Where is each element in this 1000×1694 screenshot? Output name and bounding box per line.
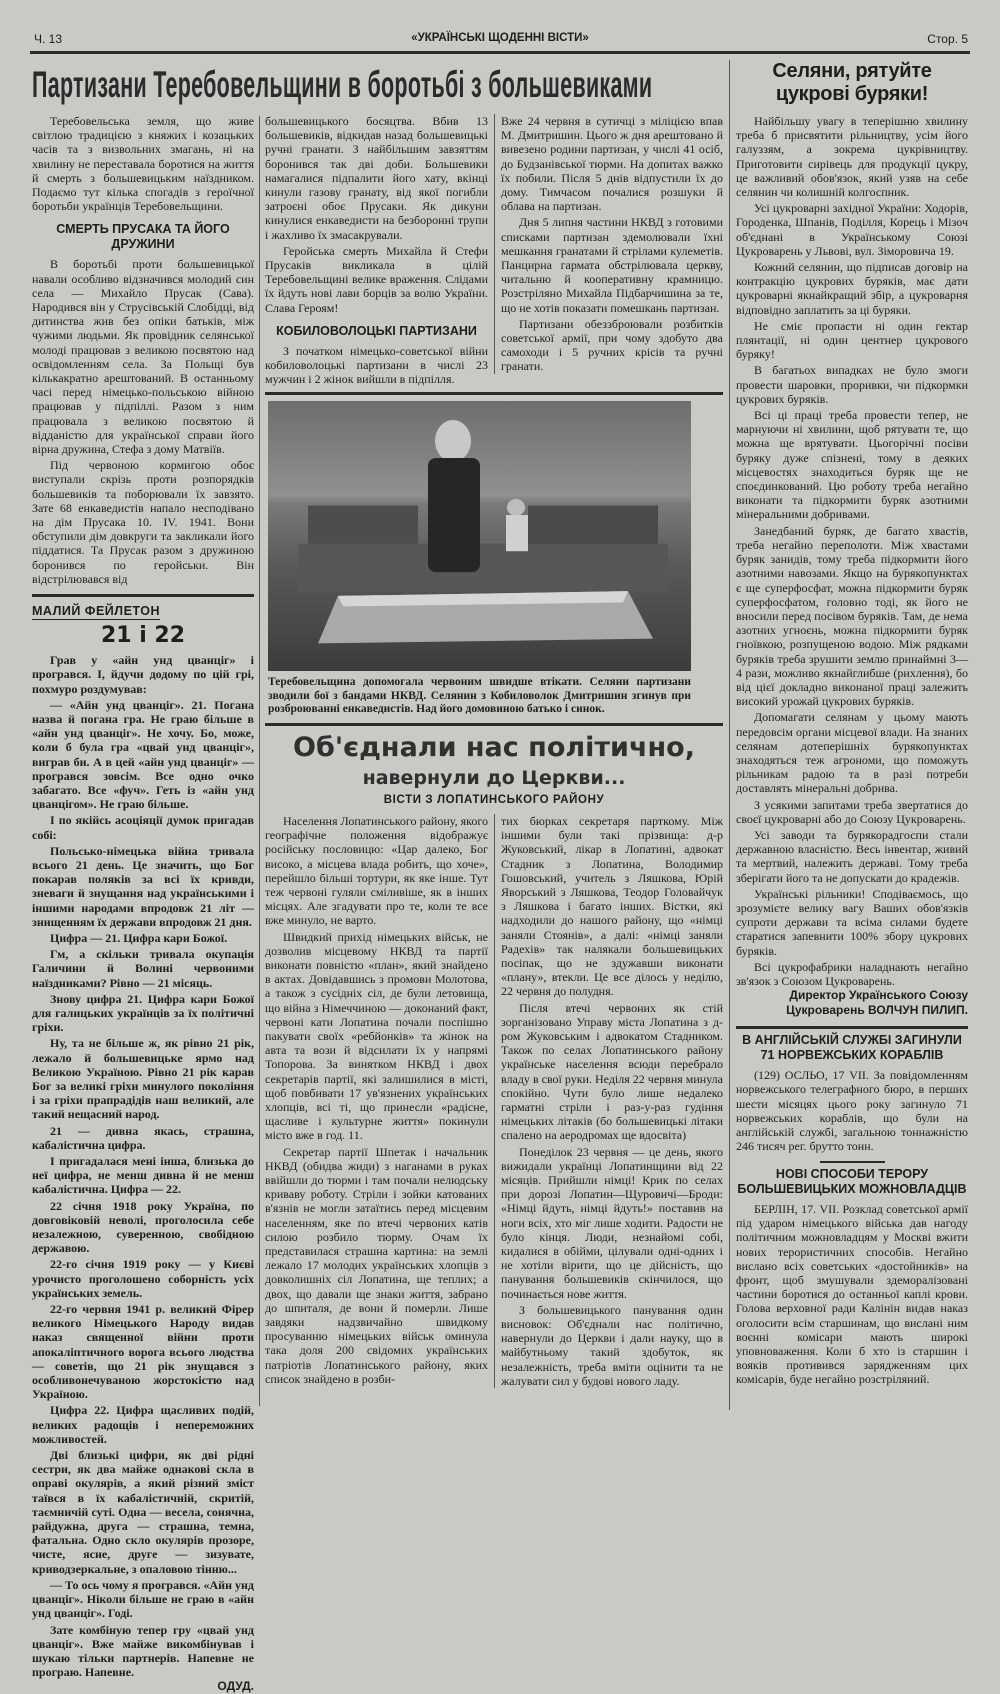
column-rule xyxy=(729,60,730,1410)
partisans-col1 xyxy=(32,114,254,1694)
paragraph: Дня 5 липня частини НКВД з готовими списками партизан здемолювали їхні мешкання гранатами й стрілами кулеметів. Панцирна гармата обстрілювала церкву, читальню й кооперативну крамницю. Розстріляно Михайла Підбарчишина за те, що не хотів показати помешкань партизан. xyxy=(501,215,723,315)
section-divider xyxy=(736,1026,968,1029)
paragraph: Дві близькі цифри, як дві рідні сестри, як два майже однакові скла в оправі окулярів, а який різний зміст таївся в їх кабалістичній, скритій, таємничій суті. Одна — весела, сонячна, райдужна, друга — страшна, темна, фатальна. Одно скло окулярів прозоре, чисте, ясне, друге — зизувате, криводзеркальне, з опаловою тінню... xyxy=(32,1448,254,1576)
paragraph: Зате комбіную тепер гру «цвай унд цванціг». Вже майже викомбінував і шукаю тільки партнерів. Напевне не програю. Напевне. xyxy=(32,1622,254,1680)
lopatyn-subtitle: ВІСТИ З ЛОПАТИНСЬКОГО РАЙОНУ xyxy=(383,793,605,806)
paragraph: — «Айн унд цванціг». 21. Погана назва й погана гра. Не граю більше в «айн унд цванціг». Не хочу. Бо, може, коли б була гра «цвай унд цванціг», виграв би. А в цей «айн унд цванціг» — програвся зовсім. Все одно очко забагато. Все «фуч». Геть із «айн унд цванцігом». Не граю більше. xyxy=(32,697,254,812)
page-number: Стор. 5 xyxy=(927,32,968,46)
paragraph: Населення Лопатинського району, якого географічне положення відображує російську пословицю: «Цар далеко, Бог високо, а місцева влада робить, що хоче», перейшло більші тортури, як яке інше. Тут теж червоні гуляли сміливіше, як в інших місцях. Але згадувати про те, коли те все вже минуло, не варто. xyxy=(265,813,488,928)
paragraph: БЕРЛІН, 17. VII. Розклад советської армії під ударом німецького війська дав нагоду політичним можновладцям у Москві вжити нових терористичних способів. Негайно вислано всіх советських «достойників» на фронт, щоб змушували здеморалізовані частини боротися до останньої каплі крови. Голова верховної ради Калінін видав наказ оголосити всім старшинам, що вислані ним воєнні комісари мають широкі уповноваження. Коли б хто із старшин і вояків противився зарядженням цих комісарів, буде негайно розстріляний. xyxy=(736,1201,968,1387)
paragraph: З усякими запитами треба звертатися до своєї цукроварні або до Союзу Цукроварень. xyxy=(736,797,968,826)
paragraph: Понеділок 23 червня — це день, якого вижидали українці Лопатинщини від 22 місяців. Прийшли німці! Крик по селах при дорозі Лопатин—Щуровичі—Броди: «Німці йдуть, німці йдуть!» поставив на ноги всіх, хто міг лише ходити. Радости не було кінця. Люди, незнайомі собі, кидалися в обійми, цілували одні-одних і не хотіли вірити, що це дійсність, що панування большевиків скінчилося, що починається нове життя. xyxy=(501,1144,723,1301)
paragraph: Цифра — 21. Цифра кари Божої. xyxy=(50,930,228,945)
right-column xyxy=(736,60,968,1387)
paragraph: З большевицького панування один висновок: Об'єднали нас політично, навернули до Церкви і дали науку, що в майбутньому такий здобуток, як незалежність, треба вміти оцінити та не жалувати сил у будові нового ладу. xyxy=(501,1302,723,1388)
paragraph: Партизани обеззброювали розбитків советської армії, при чому здобуто два самоходи і 5 ручних крісів та ручні гранати. xyxy=(501,316,723,374)
column-rule xyxy=(259,116,260,1406)
partisans-headline: Партизани Теребовельщини в боротьбі з большевиками xyxy=(32,64,653,105)
paragraph: Секретар партії Шпетак і начальник НКВД (обидва жиди) з наганами в руках ввійшли до тюрми і там почали нелюдську криваву роботу. Стріли і зойки катованих в'язнів не могли затаїтись перед місцевим населенням, яке по втечі червоних катів силою розбило тюрму. Очам їх представилася страшна картина: на землі лежало 17 молодих українських хлопців з довколишніх сіл Лопатина, ще теплих; а двох, що давали ще знаки життя, забрано до шпиталя, де вони й померли. Лише завдяки надзвичайно швидкому просуванню німецьких військ оминула така доля 200 свідомих українських патріотів Лопатинського району, яких список знайдено в розби- xyxy=(265,1144,488,1386)
paragraph: Під червоною кормигою обоє виступали скрізь проти розпорядків большевиків та поборювали їх завзято. Зате 68 енкаведистів напало несподівано на дім Прусака 10. IV. 1941. Вони обступили дім довкруги та закликали його піддатися. Та Прусак разом з дружиною боронився по геройськи. Він відстрілювався від xyxy=(32,458,254,586)
paragraph: В багатьох випадках не було змоги провести шаровки, проривки, чи підкормки цукрових буряків. xyxy=(736,363,968,406)
partisans-col2 xyxy=(265,114,488,386)
paragraph: — То ось чому я програвся. «Айн унд цванціг». Ніколи більше не граю в «айн унд цванціг». Годі. xyxy=(32,1577,254,1621)
newspaper-title: «УКРАЇНСЬКІ ЩОДЕННІ ВІСТИ» xyxy=(411,32,589,44)
paragraph: Цифра 22. Цифра щасливих подій, великих радощів і непереможних можливостей. xyxy=(32,1403,254,1446)
paragraph: Усі заводи та бурякорадгоспи стали державною власністю. Весь інвентар, живий та мертвий, належить державі. Тому треба зберігати його та не допускати до крадежів. xyxy=(736,827,968,885)
norway-title: В АНГЛІЙСЬКІЙ СЛУЖБІ ЗАГИНУЛИ 71 НОРВЕЖСЬКИХ КОРАБЛІВ xyxy=(742,1033,962,1063)
paragraph: (129) ОСЛЬО, 17 VII. За повідомленням норвежського телеграфного бюро, в перших шести місяцях цього року загинуло 71 норвежських кораблів, що були на англійській службі, загальною тоннажністю 246 тисяч рег. брутто тонн. xyxy=(736,1068,968,1154)
paragraph: Швидкий прихід німецьких військ, не дозволив місцевому НКВД та партії виконати повністю «план», який знайдено в актах. Довідавшись з промови Молотова, а також з сусідніх сіл, де були летовища, що війна з Німеччиною — доконаний факт, червоні кати Лопатина почали поспішно пакувати своїх «ребйонків» та жінок на авта та вози й відсилати їх у напрямі Топорова. За винятком НКВД і двох секретарів партії, які залишилися в місті, щоб повбивати 17 ув'язнених українських хлопців, всі ті, що принесли «радісне, щасливе і культурне життя» покинули місто вже в год. 11. xyxy=(265,929,488,1143)
paragraph-group xyxy=(32,257,254,586)
paragraph: 22 січня 1918 року Україна, по довговіковій неволі, проголосила себе незалежною, суверенною, свобідною державою. xyxy=(32,1198,254,1256)
paragraph: Не сміє пропасти ні один гектар плянтації, ні один центнер цукрового буряку! xyxy=(736,318,968,362)
paragraph-group xyxy=(32,114,254,213)
paragraph: Теребовельська земля, що живе світлою традицією з княжих і козацьких часів та з визвольних змагань, ні на хвилину не переставала боротися на життя й смерть з большевицьким наїздником. Подаємо тут кілька спогадів з героїчної боротьби українців Теребовельщини. xyxy=(32,114,254,214)
partisans-col3 xyxy=(494,114,723,374)
paragraph: Ну, та не більше ж, як рівно 21 рік, лежало й большевицьке ярмо над Великою Україною. Рівно 21 рік карав Бог за великі гріхи минулого покоління і за гріхи прапрадідів наш великий, але такий нещасний народ. xyxy=(32,1036,254,1122)
lopatyn-headline-2: навернули до Церкви... xyxy=(362,766,626,789)
feuilleton xyxy=(32,603,254,1694)
short-divider xyxy=(820,1161,885,1163)
paragraph: Вже 24 червня в сутичці з міліцією впав М. Дмитришин. Цього ж дня арештовано й вивезено родини партизан, у числі 41 осіб, до Будзанівської тюрми. На допитах важко їх побили. Після 5 днів відпустили їх до дому. Тимчасом почалися розшуки й облава на партизан. xyxy=(501,114,723,214)
paragraph: Грав у «айн унд цванціг» і програвся. І, йдучи додому по цій грі, похмуро роздумував: xyxy=(32,653,254,696)
paragraph: Усі цукроварні західної України: Ходорів, Городенка, Шпанів, Поділля, Корець і Мізоч об'єднані в Українському Союзі Цукроварень у Львові, вул. Зіморовича 19. xyxy=(736,201,968,258)
section-divider xyxy=(265,392,723,395)
lopatyn-headline: Об'єднали нас політично, xyxy=(293,731,695,763)
feuilleton-rubric: МАЛИЙ ФЕЙЛЕТОН xyxy=(32,604,160,619)
paragraph: 22-го січня 1919 року — у Києві урочисто проголошено соборність усіх українських земель. xyxy=(32,1257,254,1300)
paragraph: Після втечі червоних як стій зорганізовано Управу міста Лопатина з д-ром Жуковським і адвокатом Стадником. Також по селах Лопатинського району українське населення всюди перебрало владу в свої руки. Неділя 22 червня минула спокійно. Чути було лише недалеко гарматні стріли і раз-у-раз гудіння німецьких літаків (бо большевицькі літаки спалено на аеродромах ще вдосвіта) xyxy=(501,1000,723,1143)
feuilleton-signature: ОДУД. xyxy=(217,1679,254,1694)
center-area xyxy=(265,114,723,1388)
terror-title: НОВІ СПОСОБИ ТЕРОРУ БОЛЬШЕВИЦЬКИХ МОЖНОВЛАДЦІВ xyxy=(737,1166,967,1196)
paragraph: Кожний селянин, що підписав договір на контракцію цукрових буряків, має дати цукроварні якнайкращий збір, а цукроварня відповідно заплатить за ці буряки. xyxy=(736,260,968,317)
section-divider xyxy=(265,723,723,726)
paragraph: І по якійсь асоціяції думок пригадав собі: xyxy=(32,813,254,842)
paragraph: Гм, а скільки тривала окупація Галичини й Волині червоними наїздниками? Рівно — 21 місяць. xyxy=(32,947,254,990)
sugar-signature-1: Директор Українського Союзу xyxy=(789,988,968,1003)
paragraph: 22-го червня 1941 р. великий Фірер великого Німецького Народу видав наказ священної війни проти апокаліптичного ворога всього людства — советів, що 21 рік знущався з особливонечуваною жорстокістю над Україною. xyxy=(32,1302,254,1402)
section-title: КОБИЛОВОЛОЦЬКІ ПАРТИЗАНИ xyxy=(276,323,477,338)
paragraph-group xyxy=(501,814,723,1388)
paragraph: большевицького босяцтва. Вбив 13 большевиків, відкидав назад большевицькі ручні гранати. З найбільшим завзяттям боронився так дві доби. Большевики намагалися підпалити його хату, вкінці кинули газову гранату, від якої погибли затроєні обоє Прусаки. Як дикуни кинулися енкаведисти на безборонні трупи і жахливо їх змасакрували. xyxy=(265,114,488,242)
section-divider xyxy=(32,594,254,597)
paragraph: Всі ці праці треба провести тепер, не марнуючи ні хвилини, щоб рятувати те, що можна ще врятувати. Цьогорічні посіви буряку дуже спізнені, тому в деяких місцевостях знаходиться буряк ще не споєдинкований. Цю роботу треба негайно виконати та підкормити буряк азотними мінеральними добривами. xyxy=(736,408,968,522)
paragraph-group xyxy=(736,1202,968,1387)
feuilleton-title: 21 і 22 xyxy=(100,623,186,649)
paragraph: Знову цифра 21. Цифра кари Божої для галицьких українців за їх політичні гріхи. xyxy=(32,991,254,1035)
paragraph: Занедбаний буряк, де багато хвастів, треба негайно переполоти. Між хвастами буряк занидів, тому треба підкормити його азотними навозами. Якщо на бурякопунктах є ще суперфосфат, можна підкормити буряк суперфосфатом, головно тоді, як його не вносили перед посівом буряків. Там, де нема азотних угноєнь, можна підкормити буряк гноївкою, розпущеною водою. Між рядками буряків треба зрушити землю принаймні 3—4 рази, можливо якнайглибше (рихлення), бо від цієї докладно виконаної праці залежить високий урожай цукрових буряків. xyxy=(736,523,968,709)
news-photo xyxy=(268,401,691,671)
sugar-headline: Селяни, рятуйте цукрові буряки! xyxy=(772,60,932,105)
section-title: СМЕРТЬ ПРУСАКА ТА ЙОГО ДРУЖИНИ xyxy=(56,222,230,252)
paragraph: Польсько-німецька війна тривала всього 21 день. Це значить, що Бог покарав поляків за всі їх кривди, зневаги й знущання над українськими і іншими народами впродовж 21 літ — знищенням їх держави впродовж 21 дня. xyxy=(32,843,254,929)
masthead-rule xyxy=(30,51,970,54)
paragraph: В боротьбі проти большевицької навали особливо відзначився молодий син села — Михайло Прусак (Сава). Народився він у Струсівській Слобідці, від дитинства жив без опіки батьків, між чужими людьми. Як провідник селянської молоді працював з великою посвятою над освідомленням села. За Польщі був кількакратно арештований. В останньому часі перед німецько-польською війною працював у підпіллі. Разом з ним працювала з великою посвятою й відданістю для української справи його вірна дружина, Стефа з дому Матвіїв. xyxy=(32,257,254,457)
paragraph: З початком німецько-советської війни кобиловолоцькі партизани в числі 23 мужчин і 2 жінок вийшли в підпілля. xyxy=(265,343,488,387)
paragraph-group xyxy=(265,344,488,387)
paragraph: Допомагати селянам у цьому мають передовсім органи місцевої влади. На знаних селянам дотеперішніх бурякопунктах знаходяться теж агрономи, що поможуть рільникам радою та в разі потреби доставлять мінеральні добрива. xyxy=(736,710,968,796)
sugar-article xyxy=(736,114,968,1387)
lopatyn-col1 xyxy=(265,814,488,1386)
partisans-row xyxy=(265,114,723,386)
paragraph: Українські рільники! Сподіваємось, що зрозумієте велику вагу Ваших обов'язків супроти держави та всіма силами будете старатися запевнити 100% збору цукрових буряків. xyxy=(736,886,968,958)
paragraph-group xyxy=(736,1068,968,1153)
lopatyn-col2 xyxy=(494,814,723,1388)
paragraph: Всі цукрофабрики наладнають негайно зв'язок з Союзом Цукроварень. xyxy=(736,959,968,988)
paragraph-group xyxy=(265,114,488,315)
paragraph: Найбільшу увагу в теперішню хвилину треба б присвятити рільництву, усім його галуззям, а зокрема цукрівництву. Приготовити сирівець для продукції цукру, це важливий обов'язок, який узяв на себе селянин чи колишній колгоспник. xyxy=(736,114,968,200)
issue-number: Ч. 13 xyxy=(34,32,63,46)
photo-illustration xyxy=(268,401,691,671)
photo-caption: Теребовельщина допомогала червоним швидше втікати. Селяни партизани зводили бої з бандами НКВД. Селянин з Кобиловолок Дмитришин згинув при розброюванні енкаведистів. Над його домовиною батько і синок. xyxy=(268,676,691,716)
sugar-signature-2: Цукроварень ВОЛЧУН ПИЛИП. xyxy=(786,1003,968,1018)
lopatyn-row xyxy=(265,814,723,1388)
paragraph-group xyxy=(265,814,488,1386)
paragraph: Геройська смерть Михайла й Стефи Прусаків викликала в цілій Теребовельщині велике враження. Слідами їх йдуть нові лави борців за волю України. Слава Героям! xyxy=(265,243,488,315)
paragraph: І пригадалася мені інша, близька до неї цифра, не менш дивна й не менш кабалістична. Цифра — 22. xyxy=(32,1154,254,1197)
paragraph-group xyxy=(501,114,723,374)
paragraph-group xyxy=(736,114,968,988)
paragraph: тих бюрках секретаря парткому. Між іншими були такі прізвища: д-р Жуковський, лікар в Лопатині, адвокат Стадник з Лопатина, Володимир Гошовський, учитель з Ляшкова, Юрій Яворський з Ляшкова, Теодор Головайчук з Ляшкова і багато інших. Вістки, які надходили до нашого району, що «німці заняли Стоянів», а далі: «німці заняли Радехів» так налякали большевицьких посіпак, що не здужавши виконати «плану», втекли. Це все ділось у неділю, 22 червня до полудня. xyxy=(501,813,723,999)
paragraph-group xyxy=(32,653,254,1679)
paragraph: 21 — дивна якась, страшна, кабалістична цифра. xyxy=(32,1123,254,1152)
